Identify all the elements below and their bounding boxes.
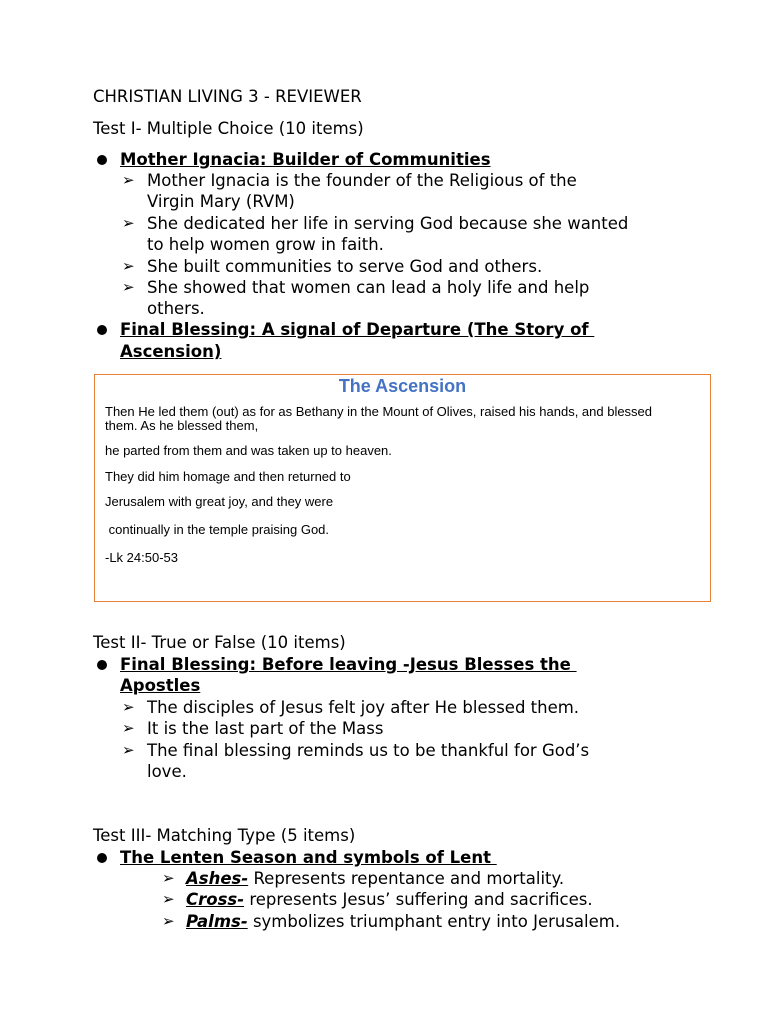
arrow-bullet-icon: ➢ (122, 214, 135, 232)
test2-label: Test II- True or False (10 items) (93, 633, 346, 652)
list-item-continuation: love. (147, 762, 187, 781)
list-item: It is the last part of the Mass (147, 719, 384, 738)
section-heading-lenten-season: The Lenten Season and symbols of Lent (120, 848, 497, 867)
bullet-icon (97, 660, 107, 670)
term-palms: Palms- (186, 912, 248, 931)
ascension-box-title: The Ascension (338, 376, 467, 396)
ascension-box-line: he parted from them and was taken up to heaven. (105, 443, 392, 458)
term-description: symbolizes triumphant entry into Jerusalem. (247, 912, 621, 931)
test3-label: Test III- Matching Type (5 items) (93, 826, 356, 845)
term-description: represents Jesus’ suffering and sacrifices. (244, 890, 593, 909)
section-heading-final-blessing-continuation: Ascension) (120, 342, 222, 361)
list-item: Mother Ignacia is the founder of the Religious of the (147, 171, 577, 190)
section-heading-final-blessing: Final Blessing: A signal of Departure (The Story of (120, 320, 595, 339)
list-item: She showed that women can lead a holy life and help (147, 278, 590, 297)
list-item-ashes (186, 868, 564, 890)
arrow-bullet-icon: ➢ (122, 719, 135, 737)
ascension-box-citation: -Lk 24:50-53 (105, 550, 178, 565)
arrow-bullet-icon: ➢ (122, 278, 135, 296)
arrow-bullet-icon: ➢ (122, 698, 135, 716)
term-description: Represents repentance and mortality. (248, 869, 565, 888)
arrow-bullet-icon: ➢ (162, 912, 175, 930)
ascension-text-box (94, 374, 711, 602)
bullet-icon (97, 155, 107, 165)
document-title: CHRISTIAN LIVING 3 - REVIEWER (93, 87, 362, 106)
list-item: She dedicated her life in serving God because she wanted (147, 214, 629, 233)
bullet-icon (97, 325, 107, 335)
term-ashes: Ashes- (186, 869, 249, 888)
list-item-continuation: to help women grow in faith. (147, 235, 384, 254)
ascension-box-line: Then He led them (out) as for as Bethany in the Mount of Olives, raised his hands, and blessed (105, 404, 653, 419)
list-item-continuation: Virgin Mary (RVM) (147, 192, 295, 211)
section-heading-jesus-blesses-continuation: Apostles (120, 676, 201, 695)
arrow-bullet-icon: ➢ (162, 890, 175, 908)
section-heading-mother-ignacia: Mother Ignacia: Builder of Communities (120, 150, 491, 169)
arrow-bullet-icon: ➢ (122, 171, 135, 189)
section-heading-jesus-blesses: Final Blessing: Before leaving -Jesus Blesses the (120, 655, 577, 674)
arrow-bullet-icon: ➢ (122, 741, 135, 759)
term-cross: Cross- (186, 890, 245, 909)
list-item: The disciples of Jesus felt joy after He blessed them. (147, 698, 580, 717)
arrow-bullet-icon: ➢ (122, 257, 135, 275)
ascension-box-line: them. As he blessed them, (105, 418, 259, 433)
ascension-box-line: Jerusalem with great joy, and they were (105, 494, 334, 509)
ascension-box-line: continually in the temple praising God. (105, 522, 330, 537)
list-item: She built communities to serve God and others. (147, 257, 543, 276)
list-item-palms (186, 911, 620, 933)
test1-label: Test I- Multiple Choice (10 items) (93, 119, 364, 138)
list-item-continuation: others. (147, 299, 205, 318)
list-item: The final blessing reminds us to be thankful for God’s (147, 741, 590, 760)
bullet-icon (97, 853, 107, 863)
list-item-cross (186, 889, 593, 911)
arrow-bullet-icon: ➢ (162, 869, 175, 887)
ascension-box-line: They did him homage and then returned to (105, 469, 351, 484)
